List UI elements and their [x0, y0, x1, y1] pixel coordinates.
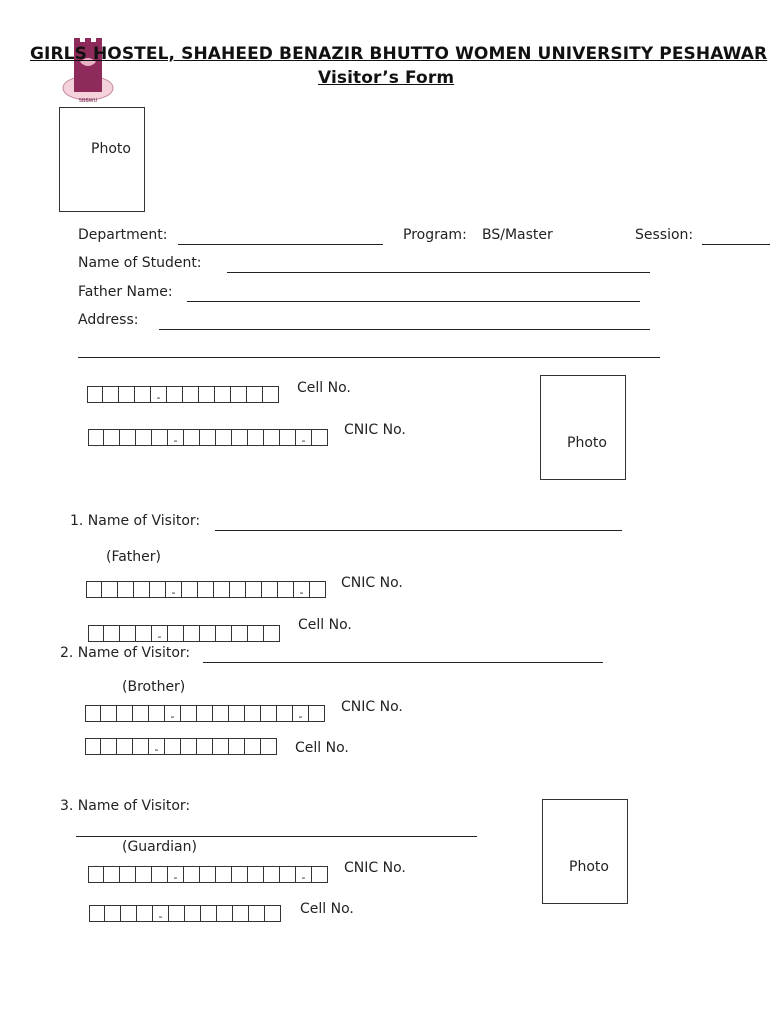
digit-box[interactable] — [133, 705, 149, 722]
session-label: Session: — [635, 227, 694, 243]
digit-box[interactable] — [246, 581, 262, 598]
digit-box[interactable] — [101, 705, 117, 722]
digit-box[interactable] — [261, 738, 277, 755]
separator-cell: - — [293, 705, 309, 722]
separator-cell: - — [294, 581, 310, 598]
svg-text:SBBWU: SBBWU — [78, 98, 98, 104]
visitor2-name-field[interactable] — [203, 662, 603, 663]
digit-box[interactable] — [120, 429, 136, 446]
form-subtitle: Visitor’s Form — [318, 68, 455, 88]
digit-box[interactable] — [232, 625, 248, 642]
separator-cell: - — [151, 386, 167, 403]
separator-cell: - — [296, 429, 312, 446]
visitor3-relation: (Guardian) — [122, 839, 197, 855]
digit-box[interactable] — [263, 386, 279, 403]
digit-box[interactable] — [104, 625, 120, 642]
student-photo-box[interactable] — [59, 107, 145, 212]
digit-box[interactable] — [133, 738, 149, 755]
visitor3-cnic-label: CNIC No. — [344, 860, 406, 876]
visitor2-cnic-boxes[interactable] — [85, 705, 325, 723]
separator-cell: - — [165, 705, 181, 722]
address-field[interactable] — [159, 329, 650, 330]
digit-box[interactable] — [261, 705, 277, 722]
digit-box[interactable] — [184, 429, 200, 446]
digit-box[interactable] — [229, 705, 245, 722]
digit-box[interactable] — [200, 866, 216, 883]
separator-cell: - — [152, 625, 168, 642]
digit-box[interactable] — [101, 738, 117, 755]
digit-box[interactable] — [312, 429, 328, 446]
separator-cell: - — [153, 905, 169, 922]
digit-box[interactable] — [85, 705, 101, 722]
visitor3-cnic-boxes[interactable] — [88, 866, 328, 884]
digit-box[interactable] — [229, 738, 245, 755]
digit-box[interactable] — [104, 429, 120, 446]
digit-box[interactable] — [200, 625, 216, 642]
digit-box[interactable] — [247, 386, 263, 403]
digit-box[interactable] — [134, 581, 150, 598]
digit-box[interactable] — [280, 866, 296, 883]
father-name-label: Father Name: — [78, 284, 173, 300]
digit-box[interactable] — [102, 581, 118, 598]
digit-box[interactable] — [248, 866, 264, 883]
photo-label: Photo — [91, 141, 131, 157]
student-cnic-boxes[interactable] — [88, 429, 328, 447]
visitor2-cell-label: Cell No. — [295, 740, 349, 756]
digit-box[interactable] — [199, 386, 215, 403]
form-title: GIRLS HOSTEL, SHAHEED BENAZIR BHUTTO WOMEN UNIVERSITY PESHAWAR — [30, 44, 768, 64]
digit-box[interactable] — [88, 866, 104, 883]
visitor1-cnic-label: CNIC No. — [341, 575, 403, 591]
digit-box[interactable] — [248, 625, 264, 642]
digit-box[interactable] — [120, 866, 136, 883]
digit-box[interactable] — [312, 866, 328, 883]
digit-box[interactable] — [215, 386, 231, 403]
digit-box[interactable] — [198, 581, 214, 598]
digit-box[interactable] — [105, 905, 121, 922]
digit-box[interactable] — [104, 866, 120, 883]
father-name-field[interactable] — [187, 301, 640, 302]
digit-box[interactable] — [231, 386, 247, 403]
digit-box[interactable] — [245, 705, 261, 722]
digit-box[interactable] — [264, 866, 280, 883]
digit-box[interactable] — [232, 866, 248, 883]
digit-box[interactable] — [216, 866, 232, 883]
digit-box[interactable] — [152, 429, 168, 446]
separator-cell: - — [296, 866, 312, 883]
digit-box[interactable] — [121, 905, 137, 922]
digit-box[interactable] — [119, 386, 135, 403]
student-name-label: Name of Student: — [78, 255, 202, 271]
digit-box[interactable] — [137, 905, 153, 922]
digit-box[interactable] — [264, 429, 280, 446]
digit-box[interactable] — [117, 705, 133, 722]
digit-box[interactable] — [183, 386, 199, 403]
digit-box[interactable] — [264, 625, 280, 642]
digit-box[interactable] — [197, 738, 213, 755]
visitor2-relation: (Brother) — [122, 679, 186, 695]
student-cell-boxes[interactable] — [87, 386, 279, 404]
student-cnic-label: CNIC No. — [344, 422, 406, 438]
digit-box[interactable] — [85, 738, 101, 755]
digit-box[interactable] — [168, 625, 184, 642]
digit-box[interactable] — [310, 581, 326, 598]
digit-box[interactable] — [118, 581, 134, 598]
digit-box[interactable] — [86, 581, 102, 598]
digit-box[interactable] — [167, 386, 183, 403]
department-label: Department: — [78, 227, 168, 243]
digit-box[interactable] — [217, 905, 233, 922]
digit-box[interactable] — [120, 625, 136, 642]
digit-box[interactable] — [89, 905, 105, 922]
visitor1-cell-boxes[interactable] — [88, 625, 280, 643]
digit-box[interactable] — [201, 905, 217, 922]
digit-box[interactable] — [182, 581, 198, 598]
digit-box[interactable] — [216, 625, 232, 642]
digit-box[interactable] — [245, 738, 261, 755]
digit-box[interactable] — [197, 705, 213, 722]
digit-box[interactable] — [233, 905, 249, 922]
digit-box[interactable] — [184, 866, 200, 883]
digit-box[interactable] — [232, 429, 248, 446]
visitor1-cell-label: Cell No. — [298, 617, 352, 633]
digit-box[interactable] — [169, 905, 185, 922]
visitor3-cell-boxes[interactable] — [89, 905, 281, 923]
student-name-field[interactable] — [227, 272, 650, 273]
digit-box[interactable] — [152, 866, 168, 883]
address-label: Address: — [78, 312, 139, 328]
digit-box[interactable] — [181, 738, 197, 755]
visitor2-name-label: 2. Name of Visitor: — [60, 645, 191, 661]
digit-box[interactable] — [213, 738, 229, 755]
separator-cell: - — [166, 581, 182, 598]
digit-box[interactable] — [87, 386, 103, 403]
photo-label: Photo — [567, 435, 607, 451]
digit-box[interactable] — [265, 905, 281, 922]
visitor3-photo-box[interactable] — [542, 799, 628, 904]
digit-box[interactable] — [181, 705, 197, 722]
digit-box[interactable] — [213, 705, 229, 722]
digit-box[interactable] — [280, 429, 296, 446]
digit-box[interactable] — [88, 625, 104, 642]
separator-cell: - — [149, 738, 165, 755]
digit-box[interactable] — [136, 625, 152, 642]
digit-box[interactable] — [230, 581, 246, 598]
department-field[interactable] — [178, 244, 383, 245]
digit-box[interactable] — [117, 738, 133, 755]
digit-box[interactable] — [214, 581, 230, 598]
digit-box[interactable] — [185, 905, 201, 922]
visitor1-cnic-boxes[interactable] — [86, 581, 326, 599]
program-value: BS/Master — [482, 227, 553, 243]
student-photo-box-2[interactable] — [540, 375, 626, 480]
digit-box[interactable] — [309, 705, 325, 722]
separator-cell: - — [168, 429, 184, 446]
digit-box[interactable] — [165, 738, 181, 755]
digit-box[interactable] — [103, 386, 119, 403]
digit-box[interactable] — [216, 429, 232, 446]
digit-box[interactable] — [249, 905, 265, 922]
digit-box[interactable] — [149, 705, 165, 722]
digit-box[interactable] — [136, 429, 152, 446]
digit-box[interactable] — [184, 625, 200, 642]
program-label: Program: — [403, 227, 467, 243]
separator-cell: - — [168, 866, 184, 883]
digit-box[interactable] — [262, 581, 278, 598]
student-cell-label: Cell No. — [297, 380, 351, 396]
digit-box[interactable] — [200, 429, 216, 446]
address-field-line2[interactable] — [78, 357, 660, 358]
digit-box[interactable] — [248, 429, 264, 446]
session-field[interactable] — [702, 244, 770, 245]
digit-box[interactable] — [150, 581, 166, 598]
visitor1-relation: (Father) — [106, 549, 162, 565]
visitor1-name-field[interactable] — [215, 530, 622, 531]
visitor3-cell-label: Cell No. — [300, 901, 354, 917]
digit-box[interactable] — [136, 866, 152, 883]
digit-box[interactable] — [135, 386, 151, 403]
visitor2-cnic-label: CNIC No. — [341, 699, 403, 715]
digit-box[interactable] — [278, 581, 294, 598]
digit-box[interactable] — [277, 705, 293, 722]
visitor3-name-field[interactable] — [76, 836, 477, 837]
visitor3-name-label: 3. Name of Visitor: — [60, 798, 191, 814]
visitor2-cell-boxes[interactable] — [85, 738, 277, 756]
visitor1-name-label: 1. Name of Visitor: — [70, 513, 201, 529]
digit-box[interactable] — [88, 429, 104, 446]
photo-label: Photo — [569, 859, 609, 875]
